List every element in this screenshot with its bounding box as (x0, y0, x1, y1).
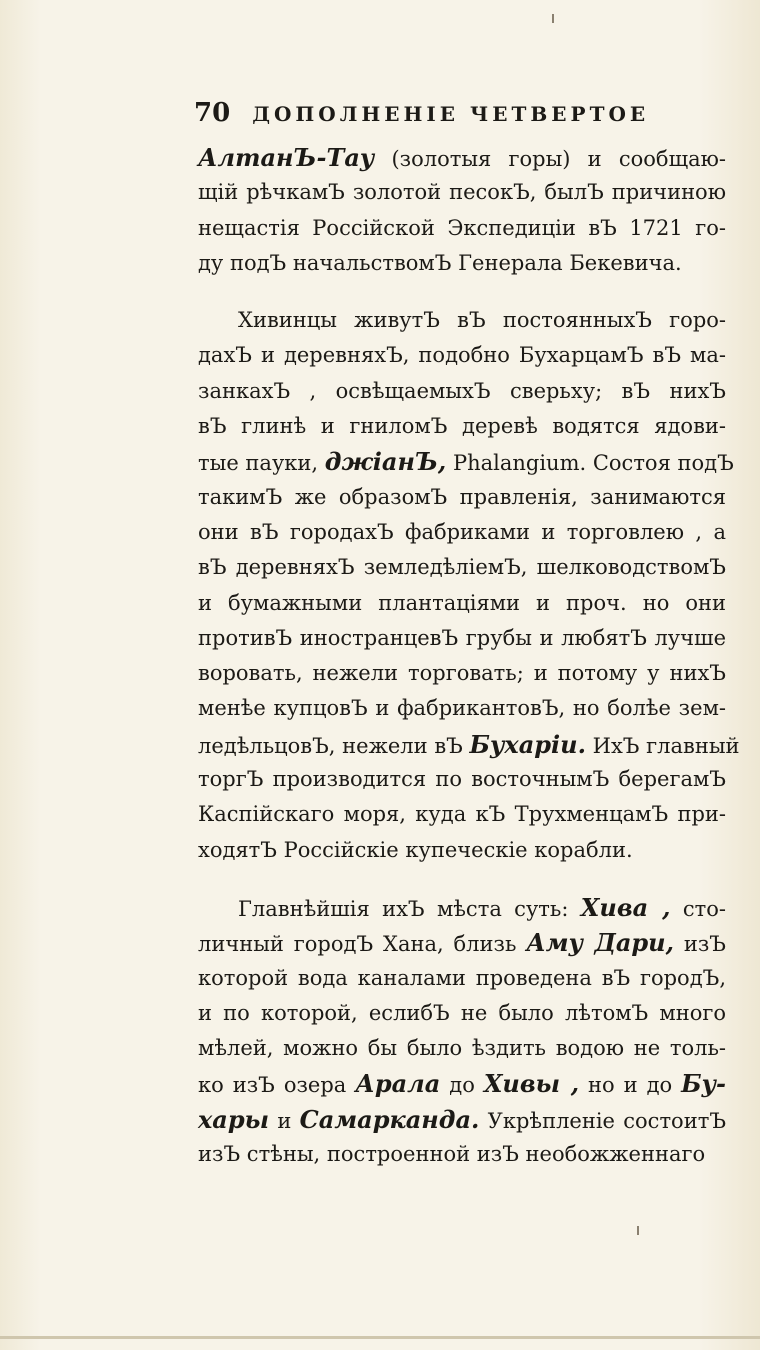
text-segment: вЪ деревняхЪ земледѣліемЪ, шелководствомЪ (198, 555, 726, 580)
text-line (198, 303, 726, 338)
paragraph (198, 140, 726, 281)
text-segment: ИхЪ главный (585, 733, 740, 758)
text-segment: вЪ глинѣ и гниломЪ деревѣ водятся ядови- (198, 414, 726, 439)
running-head (194, 98, 654, 132)
paper-speck (552, 14, 554, 23)
text-segment: сто- (670, 896, 726, 921)
text-segment: и (269, 1108, 300, 1133)
text-line (198, 1102, 726, 1137)
text-segment: до (440, 1073, 484, 1098)
text-line (198, 211, 726, 246)
text-line (198, 621, 726, 656)
italic-segment: Бу- (681, 1069, 726, 1099)
text-segment: менѣе купцовЪ и фабрикантовЪ, но болѣе зем- (198, 696, 726, 721)
text-segment: которой вода каналами проведена вЪ городЪ, (198, 965, 726, 990)
text-segment: личный городЪ Хана, близь (198, 932, 527, 957)
text-line (198, 1137, 726, 1172)
paragraph (198, 303, 740, 868)
italic-segment: Арала (355, 1069, 441, 1099)
text-line (198, 246, 726, 281)
page-edge (0, 1336, 760, 1339)
text-segment: (золотыя горы) и сообщаю- (374, 147, 726, 171)
italic-segment: хары (198, 1104, 270, 1134)
text-segment: занкахЪ , освѣщаемыхЪ сверьху; вЪ нихЪ (198, 378, 726, 403)
text-segment: изЪ стѣны, построенной изЪ необожженнаго (198, 1142, 706, 1167)
italic-segment: Хива , (580, 892, 671, 922)
italic-segment: Аму Дари, (526, 928, 674, 958)
text-segment: они вЪ городахЪ фабриками и торговлею , а (198, 519, 726, 544)
italic-segment: Самарканда. (299, 1104, 480, 1134)
text-line (198, 374, 726, 409)
italic-segment: джіанЪ, (324, 447, 447, 477)
paragraph (198, 890, 726, 1172)
text-line (198, 762, 726, 797)
text-line (198, 586, 726, 621)
text-line (198, 691, 726, 726)
text-line (198, 890, 726, 925)
text-line (198, 1031, 726, 1066)
text-segment: противЪ иностранцевЪ грубы и любятЪ лучше (198, 625, 726, 650)
text-line (198, 550, 726, 585)
paper-speck (637, 1226, 639, 1235)
text-segment: и бумажными плантаціями и проч. но они (198, 590, 726, 615)
text-segment: но и до (579, 1073, 682, 1098)
italic-segment: АлтанЪ-Тау (198, 143, 375, 172)
text-segment: такимЪ же образомЪ правленія, занимаются (198, 484, 726, 509)
text-line (198, 727, 740, 762)
text-segment: дахЪ и деревняхЪ, подобно БухарцамЪ вЪ ма- (198, 343, 726, 368)
text-segment: воровать, нежели торговать; и потому у нихЪ (198, 661, 726, 686)
text-segment: Главнѣйшія ихЪ мѣста суть: (238, 896, 581, 921)
text-segment: и по которой, еслибЪ не было лѣтомЪ много (198, 1000, 726, 1025)
text-segment: тые пауки, (198, 451, 325, 476)
text-line (198, 480, 726, 515)
text-line (198, 996, 726, 1031)
text-segment: мѣлей, можно бы было ѣздить водою не толь- (198, 1036, 726, 1061)
text-line (198, 961, 726, 996)
text-segment: щій рѣчкамЪ золотой песокЪ, былЪ причиною (198, 180, 726, 205)
italic-segment: Бухаріи. (469, 729, 586, 759)
text-segment: торгЪ производится по восточнымЪ берегамЪ (198, 767, 726, 792)
text-segment: ду подЪ начальствомЪ Генерала Бекевича. (198, 250, 682, 275)
text-line (198, 175, 726, 210)
text-line (198, 444, 734, 479)
text-segment: ко изЪ озера (198, 1073, 356, 1098)
page-number: 70 (194, 98, 231, 128)
italic-segment: Хивы , (483, 1069, 580, 1099)
text-segment: ледѣльцовЪ, нежели вЪ (198, 733, 470, 758)
text-line (198, 833, 726, 868)
text-line (198, 409, 726, 444)
text-line (198, 140, 726, 175)
running-title: ДОПОЛНЕНІЕ ЧЕТВЕРТОЕ (252, 102, 650, 126)
text-line (198, 925, 726, 960)
body-text (198, 140, 740, 1194)
text-line (198, 797, 726, 832)
text-segment: Phalangium. Состоя подЪ (446, 451, 734, 476)
text-line (198, 1066, 726, 1101)
text-segment: Укрѣпленіе состоитЪ (479, 1108, 726, 1133)
text-line (198, 656, 726, 691)
text-segment: Хивинцы живутЪ вЪ постоянныхЪ горо- (238, 308, 726, 333)
text-segment: Каспійскаго моря, куда кЪ ТрухменцамЪ при- (198, 802, 726, 827)
text-segment: ходятЪ Россійскіе купеческіе корабли. (198, 837, 633, 862)
text-line (198, 338, 726, 373)
text-segment: нещастія Россійской Экспедиціи вЪ 1721 го- (198, 215, 726, 240)
text-segment: изЪ (674, 932, 726, 957)
text-line (198, 515, 726, 550)
